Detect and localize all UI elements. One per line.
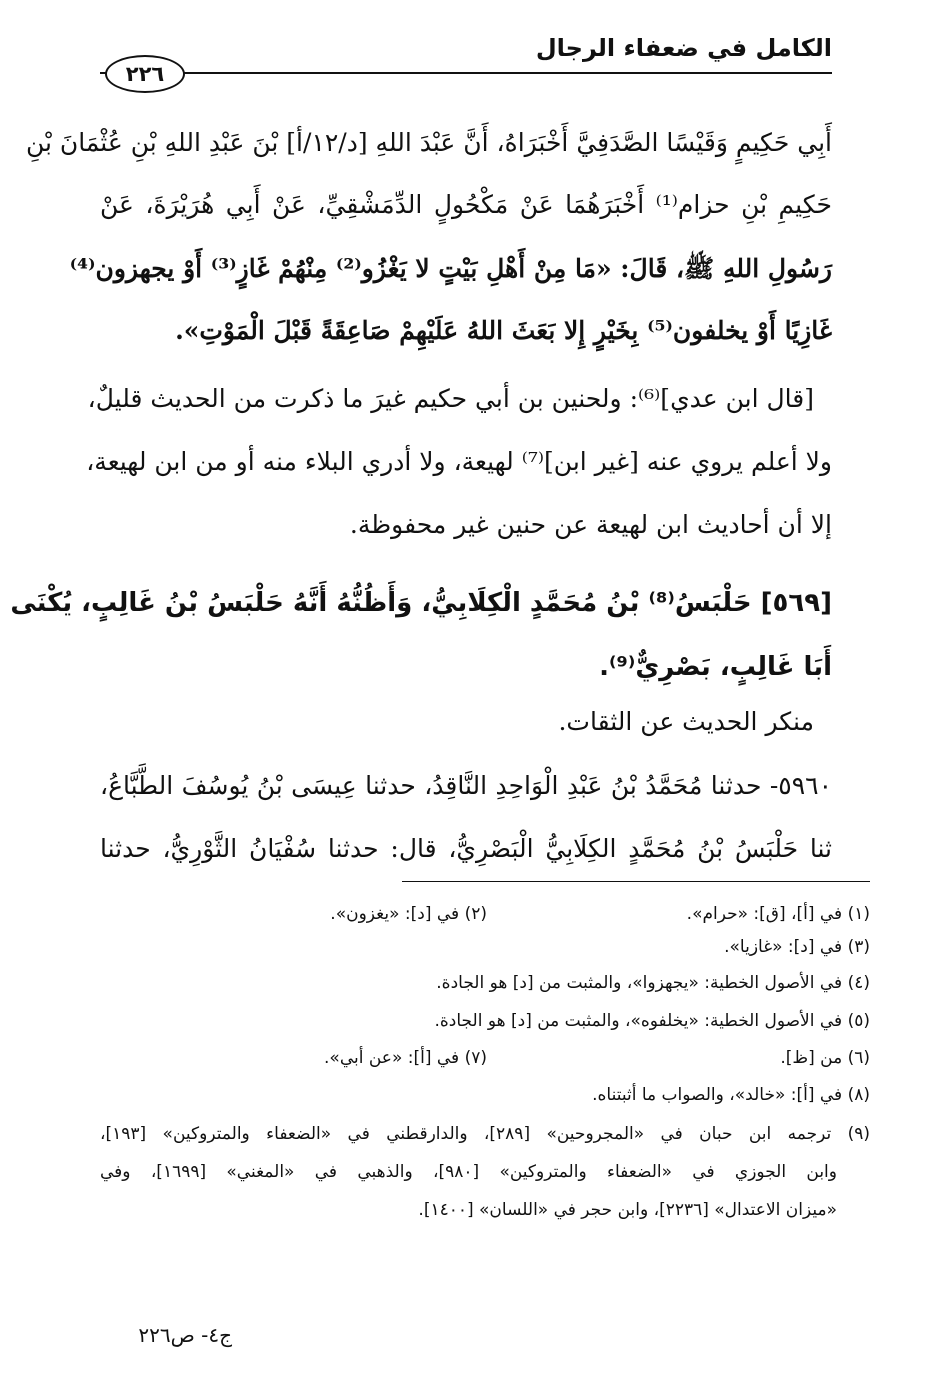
header-rule (100, 72, 832, 74)
footnote-rule (402, 881, 870, 882)
footnote: (٢) في [د]: «يغزون». (330, 904, 487, 924)
narrator-entry-note: منكر الحديث عن الثقات. (558, 707, 814, 736)
narrator-entry-heading: [٥٦٩] حَلْبَسُ⁽⁸⁾ بْنُ مُحَمَّدٍ الْكِلَابِيُّ، وَأَظُنُّهُ أَنَّهُ حَلْبَسُ بْنُ غَالِبٍ، يُكْنَى (10, 588, 832, 618)
body-line: أَبِي حَكِيمٍ وَقَيْسًا الصَّدَفِيَّ أَخْبَرَاهُ، أَنَّ عَبْدَ اللهِ [د/١٢/أ] بْنَ عَبْدِ اللهِ بْنِ عُثْمَانَ بْنِ (25, 128, 832, 157)
narrator-entry-heading: أَبَا غَالِبٍ، بَصْرِيٌّ⁽⁹⁾. (599, 652, 832, 682)
footnote-continuation: وابن الجوزي في «الضعفاء والمتروكين» [٩٨٠]، والذهبي في «المغني» [١٦٩٩]، وفي (100, 1162, 837, 1182)
volume-page-reference: ج٤- ص٢٢٦ (138, 1323, 232, 1347)
page-number-badge: ٢٢٦ (105, 55, 185, 93)
footnote-continuation: «ميزان الاعتدال» [٢٢٣٦]، وابن حجر في «اللسان» [١٤٠٠]. (418, 1200, 837, 1220)
running-title: الكامل في ضعفاء الرجال (535, 34, 832, 62)
footnote: (٩) ترجمه ابن حبان في «المجروحين» [٢٨٩]، والدارقطني في «الضعفاء والمتروكين» [١٩٣]، (100, 1124, 870, 1144)
body-line: غَازِيًا أَوْ يخلفون⁽⁵⁾ بِخَيْرٍ إِلا بَعَثَ اللهُ عَلَيْهِمْ صَاعِقَةً قَبْلَ الْمَوْتِ». (175, 316, 832, 345)
footnote: (١) في [أ]، [ق]: «حرام». (686, 904, 870, 924)
footnote: (٧) في [أ]: «عن أبي». (324, 1048, 487, 1068)
body-line: رَسُولِ اللهِ ﷺ، قَالَ: «مَا مِنْ أَهْلِ بَيْتٍ لا يَغْزُو⁽²⁾ مِنْهُمْ غَازٍ⁽³⁾ أَوْ يجهزون⁽⁴⁾ (69, 254, 832, 283)
footnote: (٨) في [أ]: «خالد»، والصواب ما أثبتناه. (592, 1085, 870, 1105)
hadith-line: ثنا حَلْبَسُ بْنُ مُحَمَّدٍ الكِلَابِيُّ الْبَصْرِيُّ، قال: حدثنا سُفْيَانُ الثَّوْرِيُّ، حدثنا (100, 834, 832, 863)
body-line: [قال ابن عدي]⁽⁶⁾: ولحنين بن أبي حكيم غيرَ ما ذكرت من الحديث قليلٌ، (87, 384, 814, 413)
body-line: إلا أن أحاديث ابن لهيعة عن حنين غير محفوظة. (349, 510, 832, 539)
footnote: (٤) في الأصول الخطية: «يجهزوا»، والمثبت من [د] هو الجادة. (436, 973, 870, 993)
footnote: (٦) من [ظ]. (780, 1048, 870, 1068)
body-line: ولا أعلم يروي عنه [غير ابن]⁽⁷⁾ لهيعة، ولا أدري البلاء منه أو من ابن لهيعة، (86, 447, 832, 476)
hadith-line: ٥٩٦٠- حدثنا مُحَمَّدُ بْنُ عَبْدِ الْوَاحِدِ النَّاقِدُ، حدثنا عِيسَى بْنُ يُوسُفَ الطَّبَّاعُ، (100, 771, 832, 800)
body-line: حَكِيمِ بْنِ حزام⁽¹⁾ أَخْبَرَهُمَا عَنْ مَكْحُولٍ الدِّمَشْقِيِّ، عَنْ أَبِي هُرَيْرَةَ، عَنْ (100, 190, 832, 219)
footnote: (٣) في [د]: «غازيا». (724, 937, 870, 957)
footnote: (٥) في الأصول الخطية: «يخلفوه»، والمثبت من [د] هو الجادة. (434, 1011, 870, 1031)
